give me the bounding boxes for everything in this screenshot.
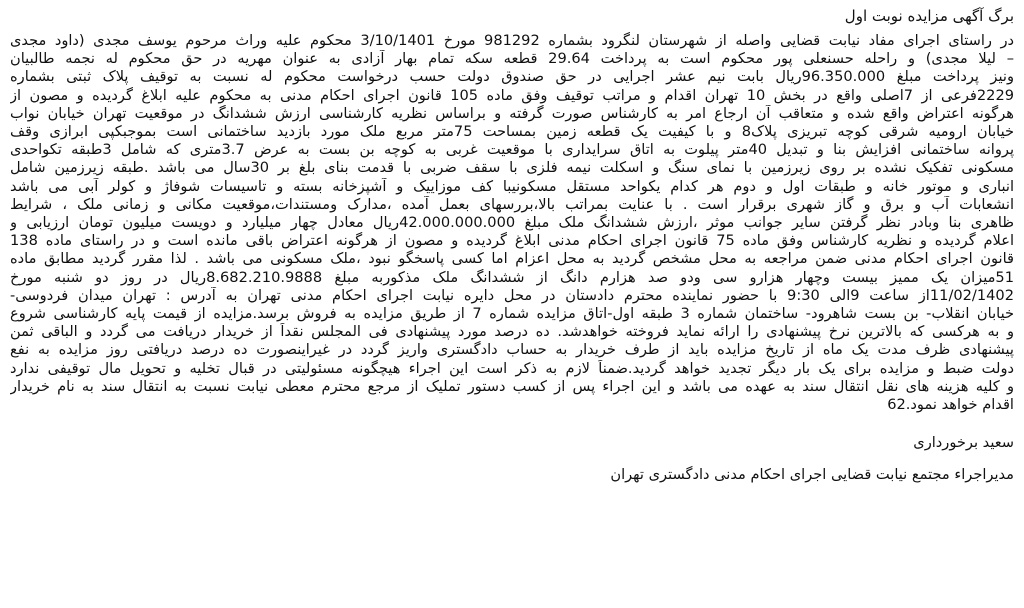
body-line: ونیز پرداخت مبلغ 96.350.000ریال بابت نیم عشر اجرایی در حق صندوق دولت حسب درخواست محکوم له نسبت به توقیف پلاک ثبتی بشماره [10,68,1014,86]
body-line: هرگونه اعتراض واقع شده و متعاقب آن ارجاع امر به کارشناس صورت گرفته و براساس نظریه کارشناسی ارزش ششدانگ در موقعیت تهران خیابان نواب [10,104,1014,122]
body-line: ظاهری بنا وبادر نظر گرفتن سایر جوانب موثر ،ارزش ششدانگ ملک مبلغ 42.000.000.000ریال معادل چهار میلیارد و دویست میلیون تومان ارزیابی و [10,214,1014,232]
auction-notice [10,4,1014,604]
body-line: خیابان انقلاب- بن بست شاهرود- ساختمان شماره 3 طبقه اول-اتاق مزایده شماره 7 از طریق مزایده به فروش برسد.مزایده از قیمت پایه کارشناسی شروع [10,305,1014,323]
body-line: پروانه ساختمانی افزایش بنا و تبدیل 40متر پیلوت به اتاق سرایداری با موقعیت غربی به کوچه بن بست به عرض 3.7متری که شامل 3طبقه تکواحدی [10,141,1014,159]
body-line: انباری و موتور خانه و طبقات اول و دوم هر کدام یکواحد مستقل مسکونیبا کف موزاییک و آشپزخانه بسته و تاسیسات شوفاژ و کولر آبی می باشد [10,177,1014,195]
body-line: مسکونی تفکیک نشده بر روی زیرزمین با نمای سنگ و اسکلت نیمه فلزی با سقف ضربی با قدمت بنای بلغ بر 30سال می باشد .طبقه زیرزمین شامل [10,159,1014,177]
body-line: و به هرکسی که بالاترین نرخ پیشنهادی را ارائه نماید فروخته خواهدشد. ده درصد مورد پیشنهادی فی المجلس نقداً از خریدار دریافت می گردد و الباقی ثمن [10,323,1014,341]
body-line: 51میزان یک ممیز بیست وچهار هزارو سی ودو صد هزارم دانگ از ششدانگ ملک مذکوربه مبلغ 8.682.210.9888ریال در روز دو شنبه مورخ [10,268,1014,286]
body-line: اقدام خواهد نمود.62 [887,396,1014,414]
signer-name: سعید برخورداری [913,434,1014,452]
issuing-office: مدیراجراء مجتمع نیابت قضایی اجرای احکام مدنی دادگستری تهران [610,466,1014,484]
body-line: خیابان ارومیه شرقی کوچه تبریزی پلاک8 و با کیفیت یک قطعه زمین بمساحت 75متر مربع ملک مورد بازدید ساختمانی است بموجبکپی ابرازی وقف [10,123,1014,141]
body-line: در راستای اجرای مفاد نیابت قضایی واصله از شهرستان لنگرود بشماره 981292 مورخ 3/10/1401 محکوم علیه وراث مرحوم یوسف مجدی (داود مجدی [10,32,1014,49]
body-line: 11/02/1402از ساعت 9الی 9:30 با حضور نماینده محترم دادستان در محل دایره نیابت اجرای احکام مدنی تهران به آدرس : تهران میدان فردوسی- [10,286,1014,304]
body-line: اعلام گردیده و نظریه کارشناس وفق ماده 75 قانون اجرای احکام مدنی ابلاغ گردیده و مصون از هرگونه اعتراض باقی مانده است و در راستای ماده 138 [10,232,1014,250]
body-line: دولت ضبط و مزایده برای یک بار دیگر تجدید خواهد گردید.ضمناً لازم به ذکر است این اجراء هیچگونه مسئولیتی در قبال تخلیه و تحویل مال توقیفی ندارد [10,359,1014,377]
body-line: – لیلا مجدی) و راحله حسنعلی پور محکوم است به پرداخت 29.64 قطعه سکه تمام بهار آزادی به عنوان مهریه در حق محکوم له نجمه طالبیان [10,50,1014,68]
body-line: انشعابات آب و برق و گاز شهری برقرار است . با عنایت بمراتب بالا،بررسهای بعمل آمده ،مدارک ومستندات،موقعیت مکانی و زمانی ملک ، شرایط [10,195,1014,213]
body-line: و کلیه هزینه های نقل انتقال سند به عهده می باشد و این اجراء پس از کسب دستور تملیک از مرجع محترم معطی نیابت نسبت به انتقال سند به نام خریدار [10,377,1014,395]
notice-body [10,32,1014,414]
notice-heading: برگ آگهی مزایده نوبت اول [844,7,1014,25]
body-line: پیشنهادی ظرف مدت یک ماه از تاریخ مزایده باید از طرف خریدار به حساب دادگستری واریز گردد در غیراینصورت ده درصد دریافتی روز مزایده به نفع [10,341,1014,359]
body-line: قانون اجرای احکام مدنی ضمن مراجعه به محل مشخص گردید به محل اعزام اما کسی پاسخگو نبود ،ملک مسکونی می باشد . لذا مقرر گردید مطابق ماده [10,250,1014,268]
body-line: 2229فرعی از 7اصلی واقع در بخش 10 تهران اقدام و مراتب توقیف وفق ماده 105 قانون اجرای احکام مدنی به محکوم علیه ابلاغ گردیده و مصون از [10,86,1014,104]
